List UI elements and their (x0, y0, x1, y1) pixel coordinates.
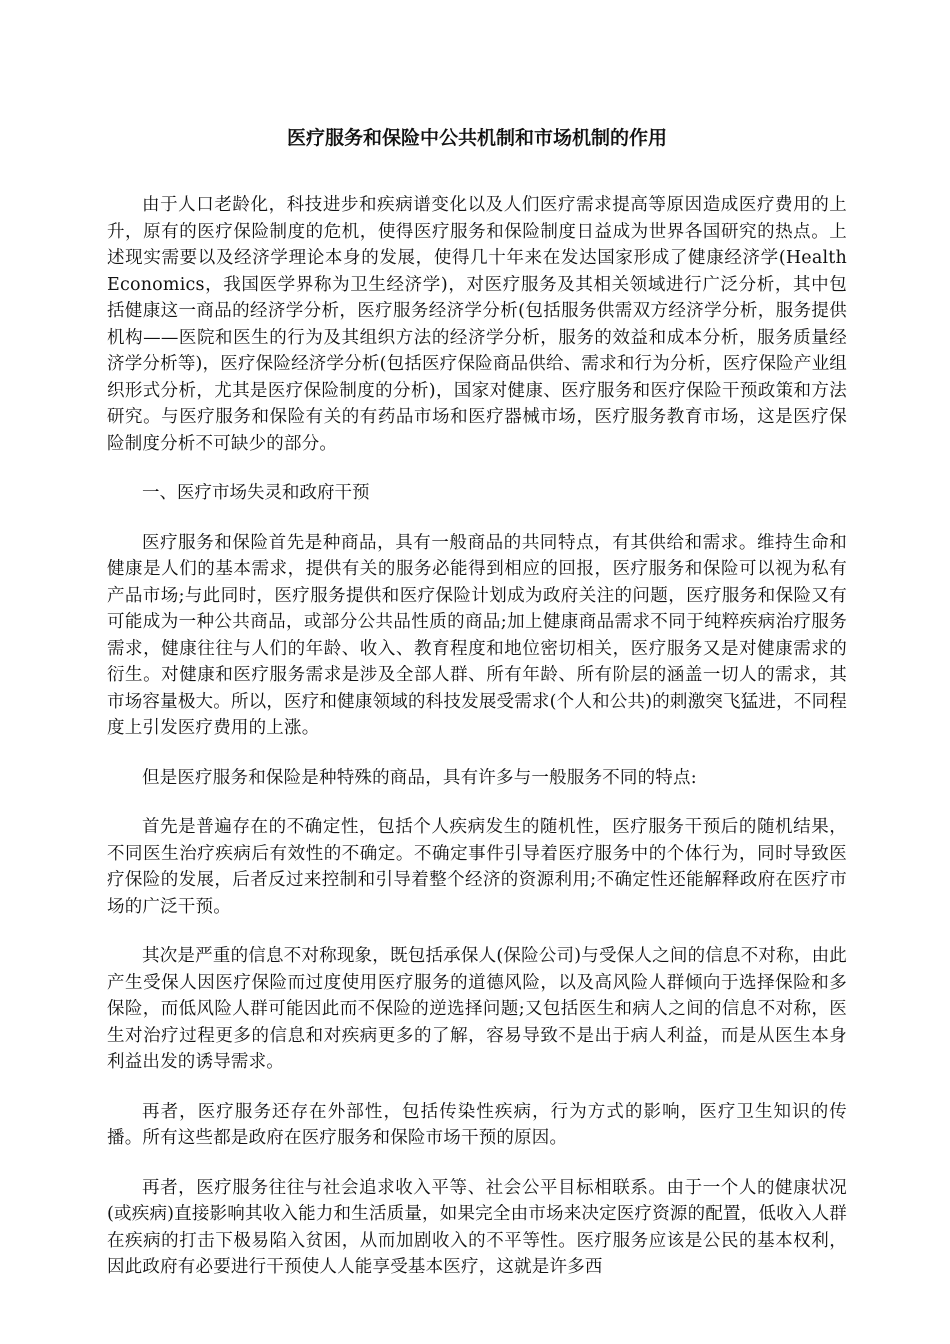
body-paragraph: 首先是普遍存在的不确定性，包括个人疾病发生的随机性，医疗服务干预后的随机结果，不同医生治疗疾病后有效性的不确定。不确定事件引导着医疗服务中的个体行为，同时导致医疗保险的发展，后者反过来控制和引导着整个经济的资源利用;不确定性还能解释政府在医疗市场的广泛干预。 (107, 817, 847, 917)
body-paragraph: 但是医疗服务和保险是种特殊的商品，具有许多与一般服务不同的特点: (142, 767, 697, 788)
document-title: 医疗服务和保险中公共机制和市场机制的作用 (286, 127, 667, 149)
intro-paragraph: 由于人口老龄化，科技进步和疾病谱变化以及人们医疗需求提高等原因造成医疗费用的上升，原有的医疗保险制度的危机，使得医疗服务和保险制度日益成为世界各国研究的热点。上述现实需要以及经济学理论本身的发展，使得几十年来在发达国家形成了健康经济学(Health Economics，我国医学界称为卫生经济学)，对医疗服务及其相关领域进行广泛分析，其中包括健康这一商品的经济学分析，医疗服务经济学分析(包括服务供需双方经济学分析，服务提供机构——医院和医生的行为及其组织方法的经济学分析，服务的效益和成本分析，服务质量经济学分析等)，医疗保险经济学分析(包括医疗保险商品供给、需求和行为分析，医疗保险产业组织形式分析，尤其是医疗保险制度的分析)，国家对健康、医疗服务和医疗保险干预政策和方法研究。与医疗服务和保险有关的有药品市场和医疗器械市场，医疗服务教育市场，这是医疗保险制度分析不可缺少的部分。 (107, 195, 847, 454)
body-paragraph: 再者，医疗服务往往与社会追求收入平等、社会公平目标相联系。由于一个人的健康状况(或疾病)直接影响其收入能力和生活质量，如果完全由市场来决定医疗资源的配置，低收入人群在疾病的打击下极易陷入贫困，从而加剧收入的不平等性。医疗服务应该是公民的基本权利，因此政府有必要进行干预使人人能享受基本医疗，这就是许多西 (107, 1177, 847, 1277)
section-heading: 一、医疗市场失灵和政府干预 (142, 483, 370, 503)
body-paragraph: 再者，医疗服务还存在外部性，包括传染性疾病，行为方式的影响，医疗卫生知识的传播。所有这些都是政府在医疗服务和保险市场干预的原因。 (107, 1101, 847, 1148)
body-paragraph: 其次是严重的信息不对称现象，既包括承保人(保险公司)与受保人之间的信息不对称，由此产生受保人因医疗保险而过度使用医疗服务的道德风险，以及高风险人群倾向于选择保险和多保险，而低风险人群可能因此而不保险的逆选择问题;又包括医生和病人之间的信息不对称，医生对治疗过程更多的信息和对疾病更多的了解，容易导致不是出于病人利益，而是从医生本身利益出发的诱导需求。 (107, 946, 847, 1072)
body-paragraph: 医疗服务和保险首先是种商品，具有一般商品的共同特点，有其供给和需求。维持生命和健康是人们的基本需求，提供有关的服务必能得到相应的回报，医疗服务和保险可以视为私有产品市场;与此同时，医疗服务提供和医疗保险计划成为政府关注的问题，医疗服务和保险又有可能成为一种公共商品，或部分公共品性质的商品;加上健康商品需求不同于纯粹疾病治疗服务需求，健康往往与人们的年龄、收入、教育程度和地位密切相关，医疗服务又是对健康需求的衍生。对健康和医疗服务需求是涉及全部人群、所有年龄、所有阶层的涵盖一切人的需求，其市场容量极大。所以，医疗和健康领域的科技发展受需求(个人和公共)的刺激突飞猛进，不同程度上引发医疗费用的上涨。 (107, 532, 847, 738)
document-page (107, 118, 847, 1304)
